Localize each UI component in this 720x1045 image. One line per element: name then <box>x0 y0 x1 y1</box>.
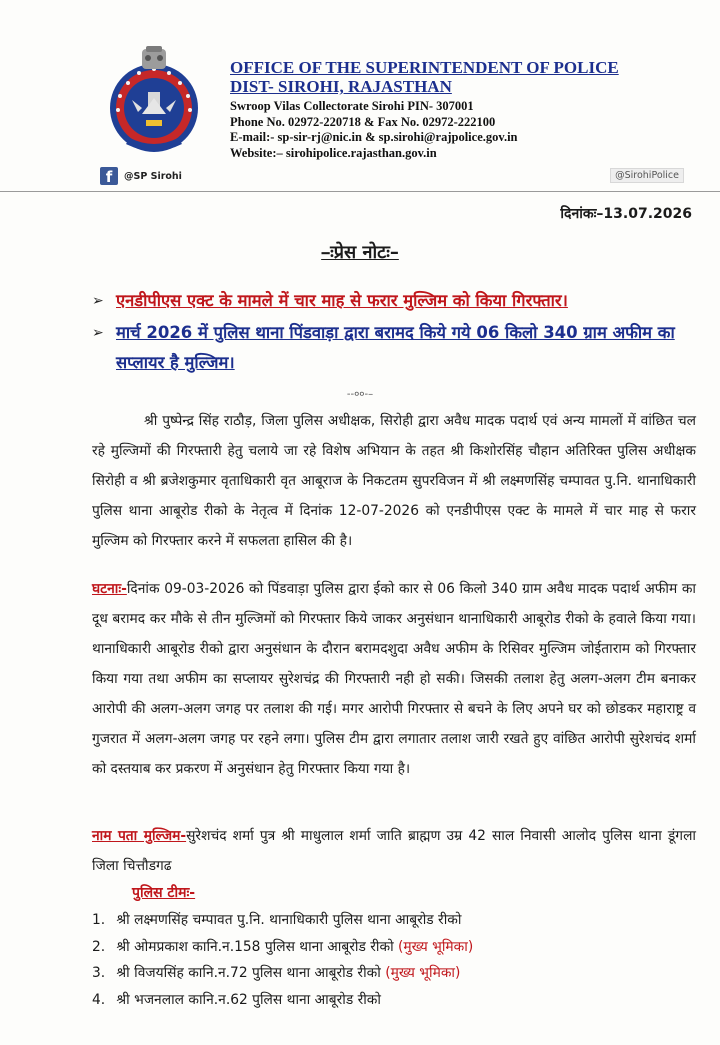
incident-text: दिनांक 09-03-2026 को पिंडवाड़ा पुलिस द्वारा ईको कार से 06 किलो 340 ग्राम अवैध मादक पदार्थ अफीम का दूध बरामद कर मौके से तीन मुल्जिमों को गिरफ्तार किये जाकर अनुसंधान थानाधिकारी आबूरोड रीको के हवाले किया गया। थानाधिकारी आबूरोड रीको द्वारा अनुसंधान के दौरान बरामदशुदा अवैध अफीम के रिसिवर मुल्जिम जोईताराम को गिरफ्तार किया गया तथा अफीम का सप्लायर सुरेशचंद्र की गिरफ्तारी नही हो सकी। जिसकी तलाश हेतु अलग-अलग टीम बनाकर आरोपी की अलग-अलग जगह पर तलाश की गई। मगर आरोपी गिरफ्तार से बचने के लिए अपने घर को छोडकर महाराष्ट्र व गुजरात में अलग-अलग जगह पर रहने लगा। पुलिस टीम द्वारा लगातार तलाश जारी रखते हुए वांछित आरोपी सुरेशचंद शर्मा को दस्तयाब कर प्रकरण में अनुसंधान हेतु गिरफ्तार किया गया है। <box>92 581 696 777</box>
press-note-heading: –ःप्रेस नोटः– <box>321 242 399 263</box>
office-title: OFFICE OF THE SUPERINTENDENT OF POLICE <box>230 58 619 77</box>
police-team-list <box>92 907 473 1013</box>
date: दिनांकः–13.07.2026 <box>560 206 692 222</box>
ornament-divider: --००-– <box>346 389 374 400</box>
district-title: DIST- SIROHI, RAJASTHAN <box>230 77 452 96</box>
incident-label: घटनाः- <box>92 581 127 597</box>
member-name: श्री विजयसिंह कानि.न.72 पुलिस थाना आबूरोड रीको <box>116 965 381 981</box>
headline-bullet-2 <box>92 318 704 378</box>
incident-paragraph <box>92 574 696 784</box>
accused-paragraph <box>92 821 696 881</box>
letterhead-divider <box>0 191 720 192</box>
member-role: (मुख्य भूमिका) <box>398 938 474 955</box>
facebook-handle <box>100 166 182 186</box>
website: Website:– sirohipolice.rajasthan.gov.in <box>230 145 437 160</box>
headline-text: मार्च 2026 में पुलिस थाना पिंडवाड़ा द्वारा बरामद किये गये 06 किलो 340 ग्राम अफीम का सप्लायर है मुल्जिम। <box>116 323 675 372</box>
rajasthan-police-emblem-icon <box>98 46 210 158</box>
email: E-mail:- sp-sir-rj@nic.in & sp.sirohi@rajpolice.gov.in <box>230 130 518 144</box>
police-team-heading: पुलिस टीमः- <box>132 885 196 901</box>
member-name: श्री ओमप्रकाश कानि.न.158 पुलिस थाना आबूरोड रीको <box>116 938 394 955</box>
bullet-arrow-icon: ➢ <box>92 293 104 309</box>
headline-text: एनडीपीएस एक्ट के मामले में चार माह से फरार मुल्जिम को किया गिरफ्तार। <box>116 291 568 310</box>
phone-fax: Phone No. 02972-220718 & Fax No. 02972-222100 <box>230 114 496 129</box>
accused-label: नाम पता मुल्जिम- <box>92 828 187 844</box>
letterhead <box>230 58 690 161</box>
member-name: श्री लक्ष्मणसिंह चम्पावत पु.नि. थानाधिकारी पुलिस थाना आबूरोड रीको <box>116 912 462 928</box>
list-item: 4. श्री भजनलाल कानि.न.62 पुलिस थाना आबूरोड रीको <box>92 991 381 1008</box>
intro-paragraph: श्री पुष्पेन्द्र सिंह राठौड़, जिला पुलिस अधीक्षक, सिरोही द्वारा अवैध मादक पदार्थ एवं अन्य मामलों में वांछित चल रहे मुल्जिमों की गिरफ्तारी हेतु चलाये जा रहे विशेष अभियान के तहत श्री किशोरसिंह चौहान अतिरिक्त पुलिस अधीक्षक सिरोही व श्री ब्रजेशकुमार वृताधिकारी वृत आबूराज के निकटतम सुपरविजन में श्री लक्ष्मणसिंह चम्पावत पु.नि. थानाधिकारी पुलिस थाना आबूरोड रीको के नेतृत्व में दिनांक 12-07-2026 को एनडीपीएस एक्ट के मामले में चार माह से फरार मुल्जिम को गिरफ्तार करने में सफलता हासिल की है। <box>92 413 696 549</box>
facebook-handle-text: @SP Sirohi <box>124 170 182 182</box>
headline-bullet-1 <box>92 286 704 316</box>
bullet-arrow-icon: ➢ <box>92 325 104 341</box>
member-role: (मुख्य भूमिका) <box>385 965 461 981</box>
address: Swroop Vilas Collectorate Sirohi PIN- 307001 <box>230 99 474 113</box>
accused-text: सुरेशचंद शर्मा पुत्र श्री माधुलाल शर्मा जाति ब्राह्मण उम्र 42 साल निवासी आलोद पुलिस थाना डूंगला जिला चित्तौडगढ <box>92 828 696 874</box>
list-item: 1. श्री लक्ष्मणसिंह चम्पावत पु.नि. थानाधिकारी पुलिस थाना आबूरोड रीको <box>92 912 462 928</box>
list-item: 3. श्री विजयसिंह कानि.न.72 पुलिस थाना आबूरोड रीको (मुख्य भूमिका) <box>92 965 461 981</box>
member-name: श्री भजनलाल कानि.न.62 पुलिस थाना आबूरोड रीको <box>116 991 381 1008</box>
list-item: 2. श्री ओमप्रकाश कानि.न.158 पुलिस थाना आबूरोड रीको (मुख्य भूमिका) <box>92 938 474 955</box>
twitter-handle: @SirohiPolice <box>610 168 684 183</box>
facebook-icon: f <box>100 167 118 185</box>
